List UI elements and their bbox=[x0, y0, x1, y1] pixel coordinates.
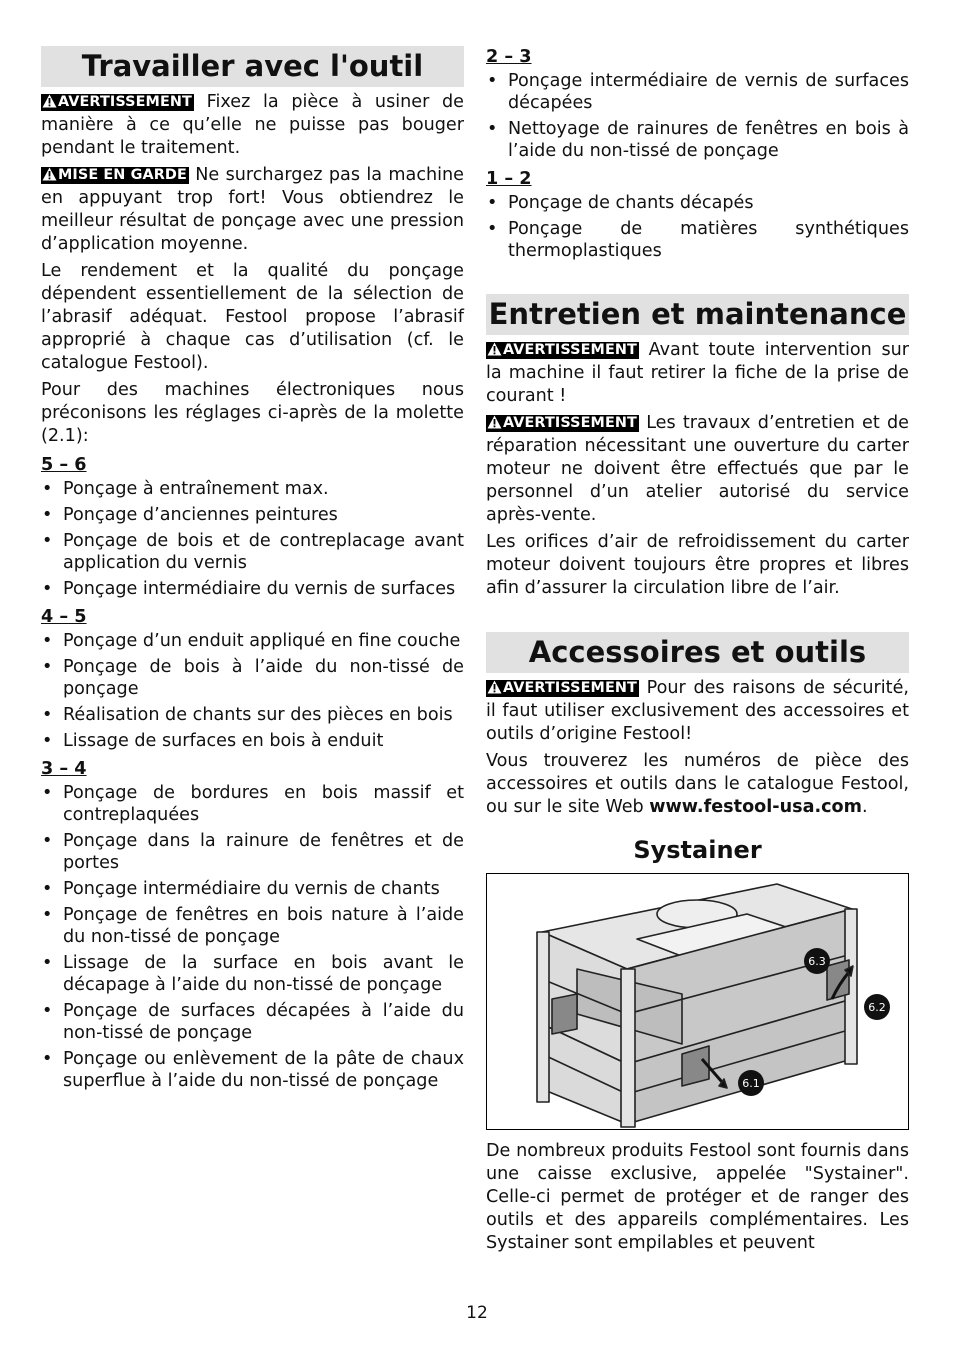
bullet-list bbox=[41, 478, 464, 600]
body-paragraph: Vous trouverez les numéros de pièce des accessoires et outils dans le catalogue Festool, ou sur le site Web www.festool-usa.com. bbox=[486, 751, 909, 817]
list-item: • Ponçage intermédiaire du vernis de chants bbox=[42, 879, 440, 899]
section-title-travailler: Travailler avec l'outil bbox=[41, 46, 464, 87]
warning-text: Avant toute intervention sur la machine il faut retirer la fiche de la prise de courant ! bbox=[486, 340, 909, 406]
systainer-illustration bbox=[487, 874, 908, 1129]
list-item: • Lissage de la surface en bois avant le décapage à l’aide du non-tissé de ponçage bbox=[42, 953, 464, 995]
list-item: • Ponçage de matières synthétiques thermoplastiques bbox=[487, 219, 909, 261]
warning-text: Les travaux d’entretien et de réparation nécessitant une ouverture du carter moteur ne doivent être effectués que par le personnel d’un atelier autorisé du service après-vente. bbox=[486, 413, 909, 525]
section-title-entretien: Entretien et maintenance bbox=[486, 294, 909, 335]
section-title-accessoires: Accessoires et outils bbox=[486, 632, 909, 673]
list-item: • Ponçage d’anciennes peintures bbox=[42, 505, 338, 525]
right-column bbox=[486, 46, 909, 1259]
warning-triangle-icon bbox=[42, 167, 57, 181]
list-item: • Ponçage de fenêtres en bois nature à l’aide du non-tissé de ponçage bbox=[42, 905, 464, 947]
list-item: • Ponçage de bois à l’aide du non-tissé de ponçage bbox=[42, 657, 464, 699]
list-item: • Ponçage dans la rainure de fenêtres et de portes bbox=[42, 831, 464, 873]
warning-triangle-icon bbox=[487, 342, 502, 356]
caution-badge: MISE EN GARDE bbox=[41, 167, 189, 184]
setting-range-heading: 1 – 2 bbox=[486, 169, 532, 189]
body-paragraph: Pour des machines électroniques nous préconisons les réglages ci-après de la molette (2.1): bbox=[41, 380, 464, 446]
list-item: • Ponçage de bordures en bois massif et contreplaquées bbox=[42, 783, 464, 825]
setting-range-heading: 2 – 3 bbox=[486, 47, 532, 67]
list-item: • Lissage de surfaces en bois à enduit bbox=[42, 731, 384, 751]
caution-paragraph bbox=[41, 164, 464, 256]
warning-paragraph bbox=[486, 339, 909, 408]
body-paragraph: De nombreux produits Festool sont fournis dans une caisse exclusive, appelée "Systainer". Celle-ci permet de protéger et de ranger des outils et des appareils complémentaires. Les Systainer sont empilables et peuvent bbox=[486, 1141, 909, 1253]
bullet-list bbox=[486, 70, 909, 162]
bullet-list bbox=[41, 782, 464, 1092]
list-item: • Ponçage de bois et de contreplacage avant application du vernis bbox=[42, 531, 464, 573]
figure-callout-label: 6.3 bbox=[808, 955, 826, 968]
left-column bbox=[41, 46, 464, 1096]
warning-triangle-icon bbox=[487, 415, 502, 429]
warning-badge: AVERTISSEMENT bbox=[41, 94, 194, 111]
list-item: • Ponçage de surfaces décapées à l’aide du non-tissé de ponçage bbox=[42, 1001, 464, 1043]
caution-text: Ne surchargez pas la machine en appuyant trop fort! Vous obtiendrez le meilleur résultat de ponçage avec une pression d’application moyenne. bbox=[41, 165, 465, 254]
body-paragraph: Le rendement et la qualité du ponçage dépendent essentiellement de la sélection de l’abrasif adéquat. Festool propose l’abrasif approprié à chaque cas d’utilisation (cf. le catalogue Festool). bbox=[41, 261, 464, 373]
systainer-title: Systainer bbox=[633, 836, 762, 864]
list-item: • Ponçage de chants décapés bbox=[487, 193, 754, 213]
bullet-list bbox=[486, 192, 909, 262]
list-item: • Nettoyage de rainures de fenêtres en bois à l’aide du non-tissé de ponçage bbox=[487, 119, 909, 161]
figure-callout-label: 6.2 bbox=[868, 1001, 886, 1014]
list-item: • Réalisation de chants sur des pièces en bois bbox=[42, 705, 453, 725]
website-link[interactable]: www.festool-usa.com bbox=[649, 797, 862, 817]
list-item: • Ponçage intermédiaire de vernis de surfaces décapées bbox=[487, 71, 909, 113]
setting-range-heading: 4 – 5 bbox=[41, 607, 87, 627]
figure-callout-label: 6.1 bbox=[742, 1077, 760, 1090]
warning-badge: AVERTISSEMENT bbox=[486, 415, 639, 432]
warning-text: Fixez la pièce à usiner de manière à ce qu’elle ne puisse pas bouger pendant le traitement. bbox=[41, 92, 465, 158]
setting-range-heading: 5 – 6 bbox=[41, 455, 87, 475]
warning-badge: AVERTISSEMENT bbox=[486, 342, 639, 359]
list-item: • Ponçage à entraînement max. bbox=[42, 479, 329, 499]
warning-paragraph bbox=[486, 677, 909, 746]
body-paragraph: Les orifices d’air de refroidissement du carter moteur doivent toujours être propres et libres afin d’assurer la circulation libre de l’air. bbox=[486, 532, 909, 598]
warning-badge: AVERTISSEMENT bbox=[486, 680, 639, 697]
warning-triangle-icon bbox=[42, 94, 57, 108]
systainer-figure bbox=[486, 873, 909, 1130]
list-item: • Ponçage d’un enduit appliqué en fine couche bbox=[42, 631, 461, 651]
warning-paragraph bbox=[486, 412, 909, 527]
setting-range-heading: 3 – 4 bbox=[41, 759, 87, 779]
page-number: 12 bbox=[466, 1303, 488, 1323]
warning-paragraph bbox=[41, 91, 464, 160]
list-item: • Ponçage intermédiaire du vernis de surfaces bbox=[42, 579, 456, 599]
list-item: • Ponçage ou enlèvement de la pâte de chaux superflue à l’aide du non-tissé de ponçage bbox=[42, 1049, 464, 1091]
bullet-list bbox=[41, 630, 464, 752]
warning-text: Pour des raisons de sécurité, il faut utiliser exclusivement des accessoires et outils d’origine Festool! bbox=[486, 678, 909, 744]
warning-triangle-icon bbox=[487, 680, 502, 694]
